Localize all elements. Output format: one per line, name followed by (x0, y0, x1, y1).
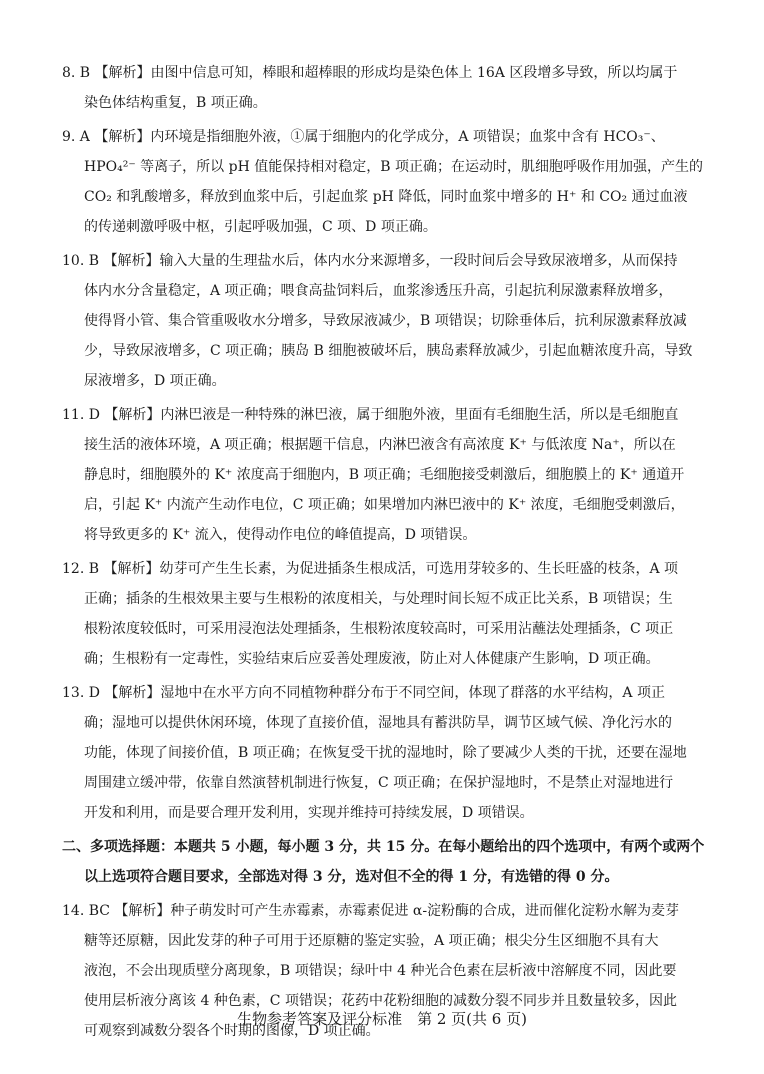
item-9-line: 9. A 【解析】内环境是指细胞外液，①属于细胞内的化学成分，A 项错误；血浆中含有 HCO₃⁻、 (62, 129, 665, 145)
item-14-line: 液泡，不会出现质壁分离现象，B 项错误；绿叶中 4 种光合色素在层析液中溶解度不同，因此要 (84, 963, 677, 979)
item-10-line: 10. B 【解析】输入大量的生理盐水后，体内水分来源增多，一段时间后会导致尿液增多，从而保持 (62, 253, 678, 269)
page-footer: 生物参考答案及评分标准 第 2 页(共 6 页) (237, 1010, 527, 1028)
item-8-line: 染色体结构重复，B 项正确。 (84, 95, 267, 111)
item-13-line: 确；湿地可以提供休闲环境，体现了直接价值，湿地具有蓄洪防旱，调节区域气候、净化污水的 (84, 715, 672, 731)
item-13-line: 周围建立缓冲带，依靠自然演替机制进行恢复，C 项正确；在保护湿地时，不是禁止对湿地进行 (84, 775, 674, 791)
item-12-line: 正确；插条的生根效果主要与生根粉的浓度相关，与处理时间长短不成正比关系，B 项错误；生 (84, 591, 673, 607)
item-11-line: 接生活的液体环境，A 项正确；根据题干信息，内淋巴液含有高浓度 K⁺ 与低浓度 Na⁺，所以在 (84, 437, 676, 453)
item-14-line: 使用层析液分离该 4 种色素，C 项错误；花药中花粉细胞的减数分裂不同步并且数量较多，因此 (84, 993, 677, 1009)
item-10-line: 体内水分含量稳定，A 项正确；喂食高盐饲料后，血浆渗透压升高，引起抗利尿激素释放增多， (84, 283, 673, 299)
item-12-line: 确；生根粉有一定毒性，实验结束后应妥善处理废液，防止对人体健康产生影响，D 项正确。 (84, 651, 660, 667)
item-13-line: 13. D 【解析】湿地中在水平方向不同植物种群分布于不同空间，体现了群落的水平结构，A 项正 (62, 685, 665, 701)
item-9-line: 的传递刺激呼吸中枢，引起呼吸加强，C 项、D 项正确。 (84, 219, 437, 235)
item-14-line: 糖等还原糖，因此发芽的种子可用于还原糖的鉴定实验，A 项正确；根尖分生区细胞不具有大 (84, 933, 659, 949)
item-8 (62, 58, 710, 118)
item-11-line: 将导致更多的 K⁺ 流入，使得动作电位的峰值提高，D 项错误。 (84, 527, 477, 543)
item-10-line: 使得肾小管、集合管重吸收水分增多，导致尿液减少，B 项错误；切除垂体后，抗利尿激素释放减 (84, 313, 687, 329)
item-11 (62, 400, 710, 550)
answer-content (62, 58, 710, 1050)
item-11-line: 启，引起 K⁺ 内流产生动作电位，C 项正确；如果增加内淋巴液中的 K⁺ 浓度，毛细胞受刺激后， (84, 497, 685, 513)
section-2-heading-line: 二、多项选择题：本题共 5 小题，每小题 3 分，共 15 分。在每小题给出的四个选项中，有两个或两个 (62, 839, 705, 855)
item-10-line: 尿液增多，D 项正确。 (84, 373, 226, 389)
item-12-line: 12. B 【解析】幼芽可产生生长素，为促进插条生根成活，可选用芽较多的、生长旺盛的枝条，A 项 (62, 561, 679, 577)
item-8-line: 8. B 【解析】由图中信息可知，棒眼和超棒眼的形成均是染色体上 16A 区段增多导致，所以均属于 (62, 65, 678, 81)
item-14-line: 可观察到减数分裂各个时期的图像，D 项正确。 (84, 1023, 380, 1039)
section-2-heading (62, 832, 710, 892)
item-13-line: 功能，体现了间接价值，B 项正确；在恢复受干扰的湿地时，除了要减少人类的干扰，还要在湿地 (84, 745, 687, 761)
section-2-heading-line: 以上选项符合题目要求，全部选对得 3 分，选对但不全的得 1 分，有选错的得 0 分。 (84, 869, 619, 885)
item-13 (62, 678, 710, 828)
item-11-line: 静息时，细胞膜外的 K⁺ 浓度高于细胞内，B 项正确；毛细胞接受刺激后，细胞膜上的 K⁺ 通道开 (84, 467, 685, 483)
item-14-line: 14. BC 【解析】种子萌发时可产生赤霉素，赤霉素促进 α-淀粉酶的合成，进而催化淀粉水解为麦芽 (62, 903, 680, 919)
item-11-line: 11. D 【解析】内淋巴液是一种特殊的淋巴液，属于细胞外液，里面有毛细胞生活，所以是毛细胞直 (62, 407, 679, 423)
item-10 (62, 246, 710, 396)
item-13-line: 开发和利用，而是要合理开发利用，实现并维持可持续发展，D 项错误。 (84, 805, 534, 821)
item-10-line: 少，导致尿液增多，C 项正确；胰岛 B 细胞被破坏后，胰岛素释放减少，引起血糖浓度升高，导致 (84, 343, 693, 359)
item-12 (62, 554, 710, 674)
item-12-line: 根粉浓度较低时，可采用浸泡法处理插条，生根粉浓度较高时，可采用沾蘸法处理插条，C 项正 (84, 621, 674, 637)
item-9 (62, 122, 710, 242)
item-9-line: CO₂ 和乳酸增多，释放到血浆中后，引起血浆 pH 降低，同时血浆中增多的 H⁺ 和 CO₂ 通过血液 (84, 189, 688, 205)
item-9-line: HPO₄²⁻ 等离子，所以 pH 值能保持相对稳定，B 项正确；在运动时，肌细胞呼吸作用加强，产生的 (84, 159, 703, 175)
